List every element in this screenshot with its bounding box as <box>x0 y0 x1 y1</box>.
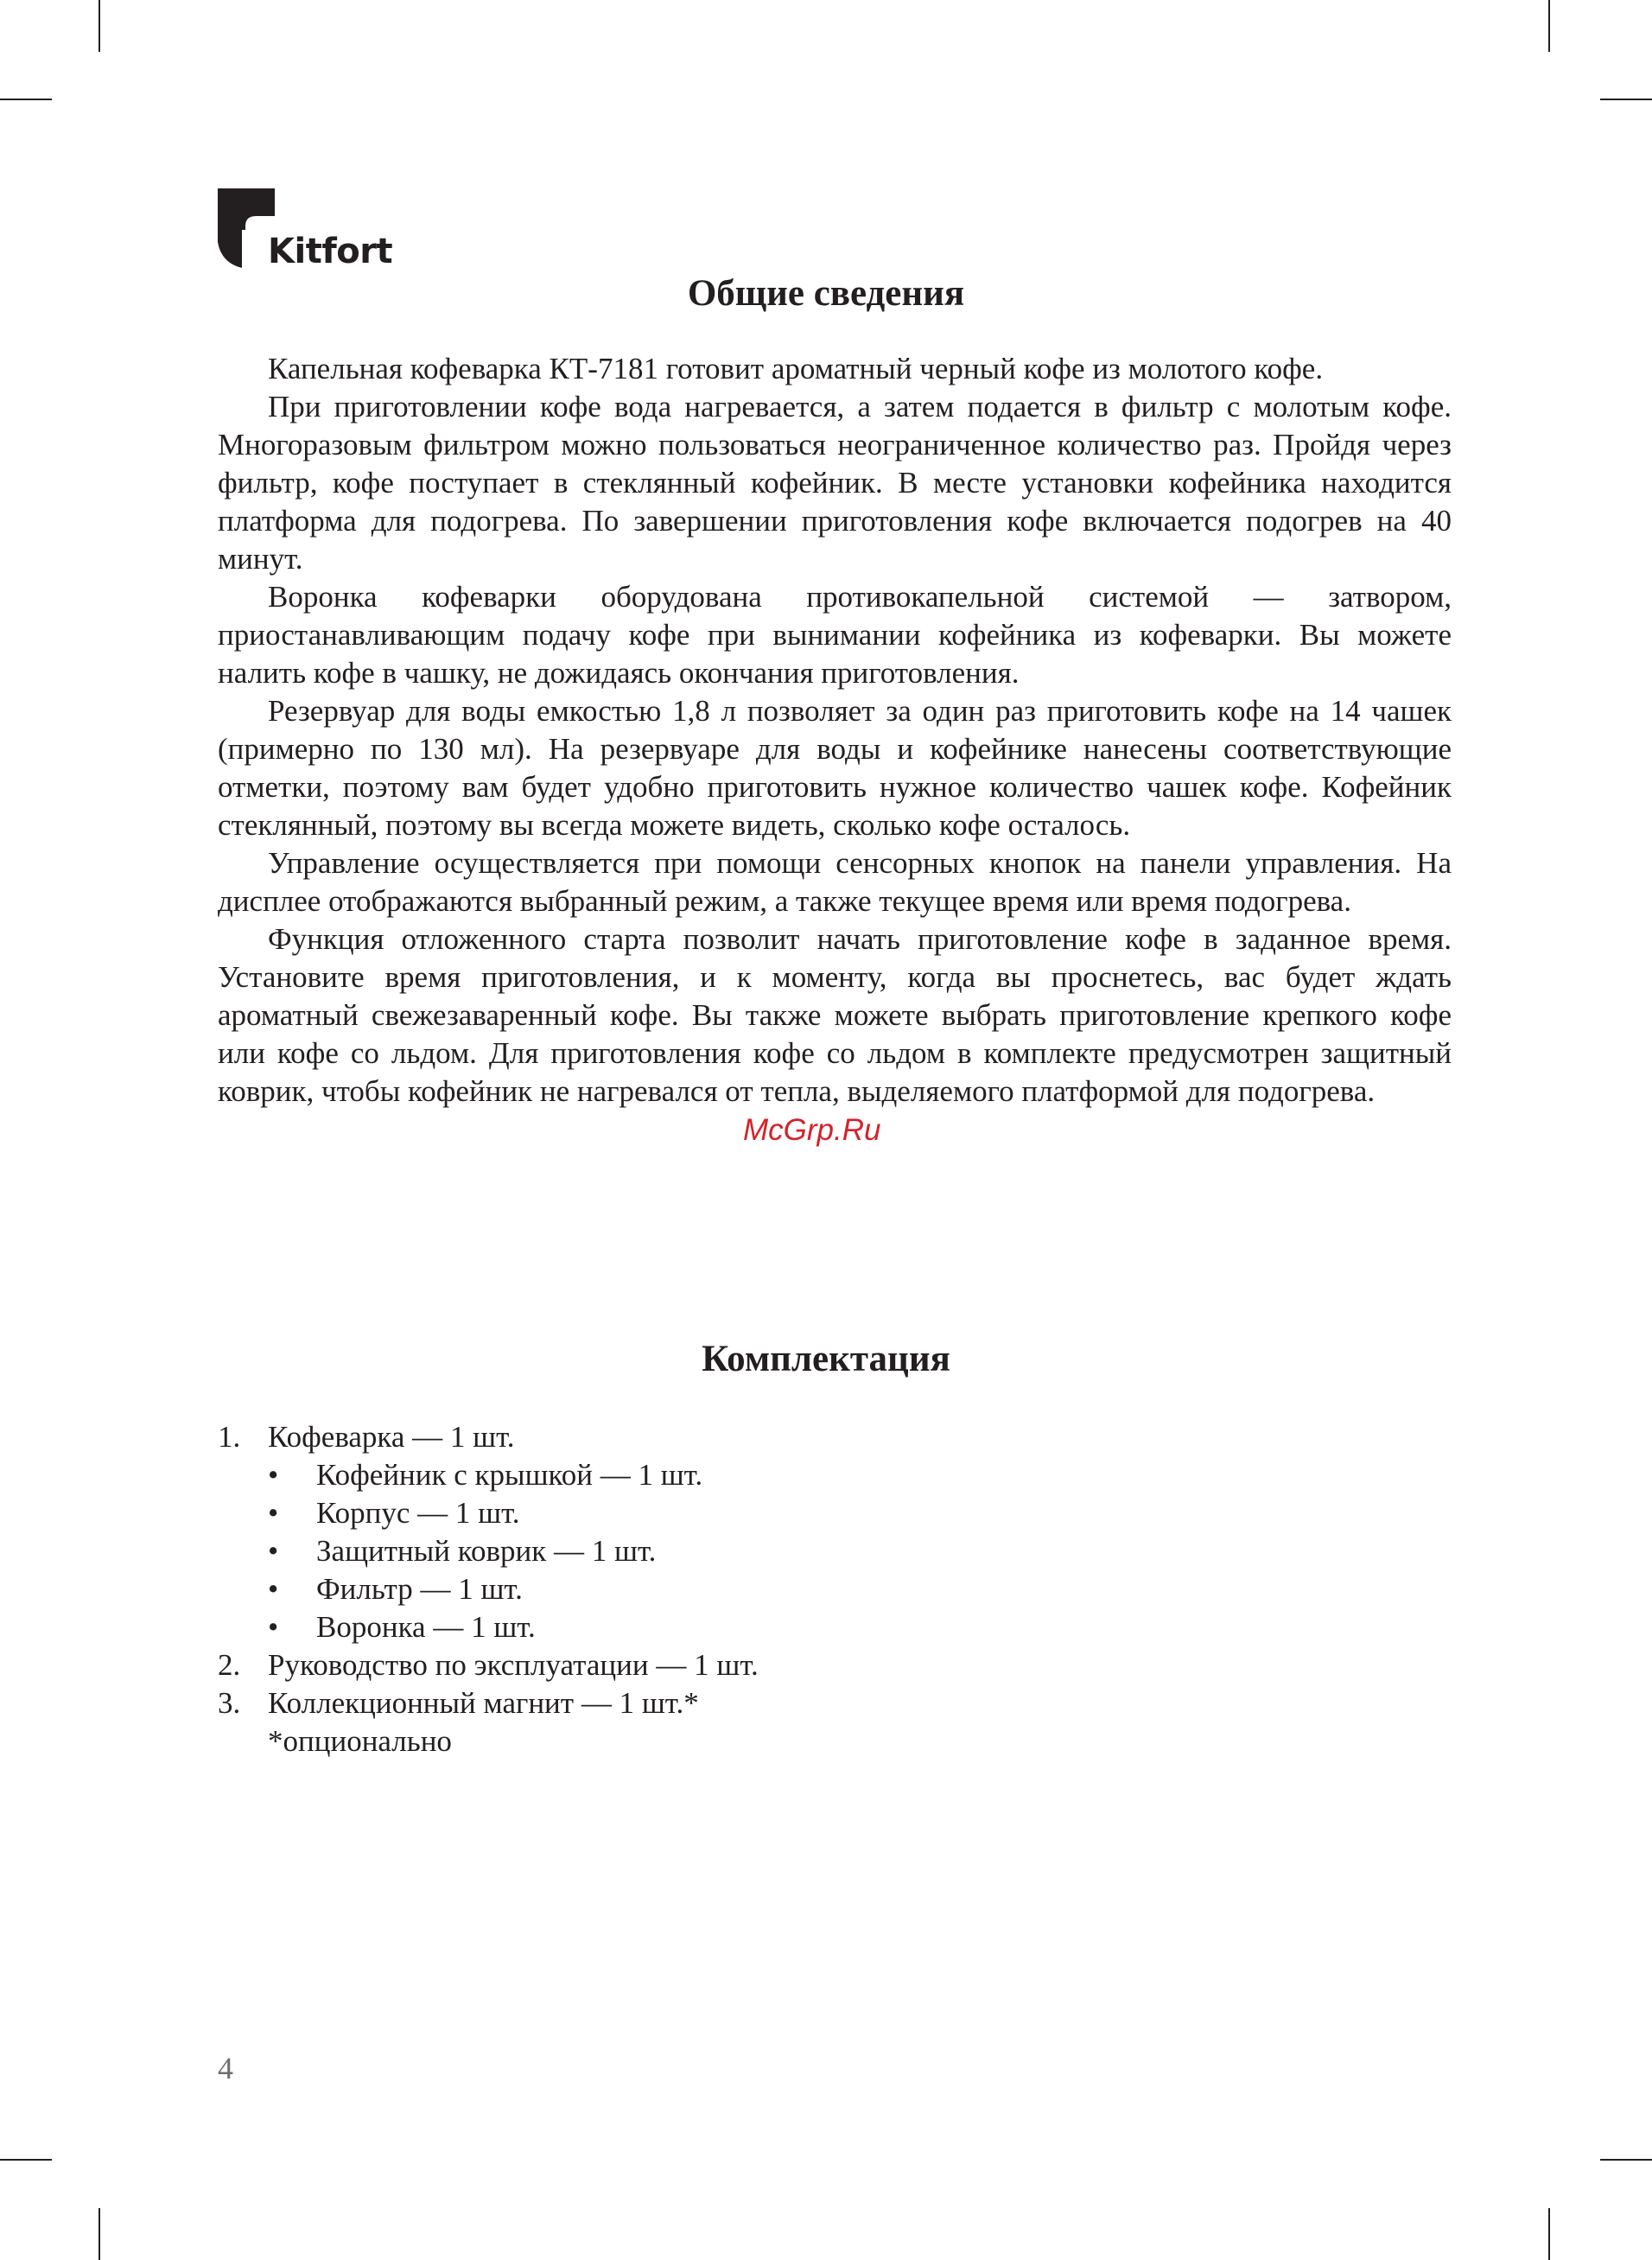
sub-list-item <box>218 1570 1452 1608</box>
sub-list-item <box>218 1494 1452 1532</box>
sub-item-text: Корпус — 1 шт. <box>316 1496 520 1530</box>
paragraph: Функция отложенного старта позволит начать приготовление кофе в заданное время. Установите время приготовления, и к моменту, когда вы проснетесь, вас будет ждать ароматный свежезаваренный кофе. Вы также можете выбрать приготовление крепкого кофе или кофе со льдом. Для приготовления кофе со льдом в комплекте предусмотрен защитный коврик, чтобы кофейник не нагревался от тепла, выделяемого платформой для подогрева. <box>218 922 1452 1108</box>
watermark-link[interactable]: McGrp.Ru <box>743 1113 881 1147</box>
footnote: *опционально <box>268 1724 452 1758</box>
list-item <box>218 1646 1452 1684</box>
list-item-text: Кофеварка — 1 шт. <box>268 1420 515 1454</box>
list-item <box>218 1684 1452 1722</box>
crop-mark <box>0 99 52 100</box>
list-item-text: Руководство по эксплуатации — 1 шт. <box>268 1648 759 1682</box>
sub-list-item <box>218 1532 1452 1570</box>
bullet-icon: • <box>268 1458 279 1492</box>
bullet-icon: • <box>268 1534 279 1568</box>
brand-logo <box>218 188 393 271</box>
sub-list-item <box>218 1456 1452 1494</box>
crop-mark <box>0 2159 52 2161</box>
list-number: 3. <box>218 1686 241 1720</box>
list-number: 2. <box>218 1648 241 1682</box>
crop-mark <box>1548 0 1550 52</box>
sub-item-text: Воронка — 1 шт. <box>316 1610 536 1644</box>
general-title: Общие сведения <box>687 273 965 314</box>
bullet-icon: • <box>268 1610 279 1644</box>
paragraph: Управление осуществляется при помощи сенсорных кнопок на панели управления. На дисплее отображаются выбранный режим, а также текущее время или время подогрева. <box>218 846 1452 918</box>
paragraph: Воронка кофеварки оборудована противокапельной системой — затвором, приостанавливающим подачу кофе при вынимании кофейника из кофеварки. Вы можете налить кофе в чашку, не дожидаясь окончания приготовления. <box>218 580 1452 690</box>
sub-item-text: Защитный коврик — 1 шт. <box>316 1534 657 1568</box>
crop-mark <box>98 2208 100 2260</box>
paragraph: Капельная кофеварка КТ-7181 готовит ароматный черный кофе из молотого кофе. <box>268 352 1324 385</box>
sub-list-item <box>218 1608 1452 1646</box>
crop-mark <box>1600 2159 1652 2161</box>
sub-item-text: Кофейник с крышкой — 1 шт. <box>316 1458 703 1492</box>
bullet-icon: • <box>268 1572 279 1606</box>
crop-mark <box>1548 2208 1550 2260</box>
list-item-text: Коллекционный магнит — 1 шт.* <box>268 1686 699 1720</box>
kit-title: Комплектация <box>702 1339 950 1379</box>
crop-mark <box>98 0 100 52</box>
page-number: 4 <box>218 2051 233 2085</box>
kitfort-logo-icon <box>218 188 275 268</box>
paragraph: Резервуар для воды емкостью 1,8 л позволяет за один раз приготовить кофе на 14 чашек (примерно по 130 мл). На резервуаре для воды и кофейнике нанесены соответствующие отметки, поэтому вам будет удобно приготовить нужное количество чашек кофе. Кофейник стеклянный, поэтому вы всегда можете видеть, сколько кофе осталось. <box>218 694 1452 842</box>
general-body <box>218 350 1452 1111</box>
paragraph: При приготовлении кофе вода нагревается, а затем подается в фильтр с молотым кофе. Многоразовым фильтром можно пользоваться неограниченное количество раз. Пройдя через фильтр, кофе поступает в стеклянный кофейник. В месте установки кофейника находится платформа для подогрева. По завершении приготовления кофе включается подогрев на 40 минут. <box>218 390 1452 576</box>
list-item <box>218 1418 1452 1456</box>
list-number: 1. <box>218 1420 241 1454</box>
kit-list <box>218 1418 1452 1760</box>
bullet-icon: • <box>268 1496 279 1530</box>
crop-mark <box>1600 99 1652 100</box>
sub-item-text: Фильтр — 1 шт. <box>316 1572 523 1606</box>
brand-name: Kitfort <box>268 232 393 271</box>
